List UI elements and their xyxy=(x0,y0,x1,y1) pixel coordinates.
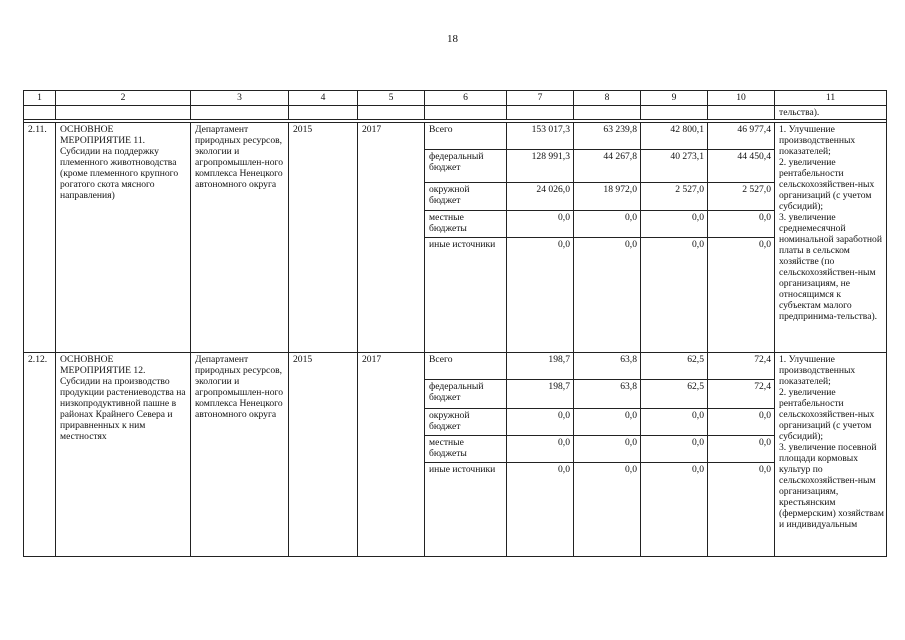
column-header: 7 xyxy=(507,91,574,106)
column-header: 1 xyxy=(24,91,56,106)
value-cell: 72,4 xyxy=(708,380,775,409)
value-cell: 0,0 xyxy=(641,211,708,238)
value-cell: 0,0 xyxy=(641,238,708,353)
expected-results: 1. Улучшение производственных показателей; 2. увеличение рентабельности сельскохозяйствен-ных организаций (с учетом субсидий); 3. увеличение среднемесячной номинальной заработной платы в сельском хозяйстве (по сельскохозяйствен-ным организациям, не относящимся к субъектам малого предпринима-тельства). xyxy=(775,123,887,353)
funding-source: окружной бюджет xyxy=(425,409,507,436)
value-cell: 0,0 xyxy=(708,463,775,557)
page-number: 18 xyxy=(447,33,458,45)
value-cell: 24 026,0 xyxy=(507,183,574,211)
value-cell: 0,0 xyxy=(708,238,775,353)
carry-over-text: тельства). xyxy=(775,106,887,120)
value-cell: 46 977,4 xyxy=(708,123,775,150)
value-cell: 0,0 xyxy=(507,409,574,436)
value-cell: 0,0 xyxy=(507,238,574,353)
value-cell: 0,0 xyxy=(574,436,641,463)
value-cell: 62,5 xyxy=(641,380,708,409)
value-cell: 0,0 xyxy=(574,409,641,436)
end-year: 2017 xyxy=(358,123,425,353)
program-table xyxy=(23,90,887,557)
executor: Департамент природных ресурсов, экологии и агропромышлен-ного комплекса Ненецкого автономного округа xyxy=(191,123,289,353)
item-number: 2.11. xyxy=(24,123,56,353)
funding-source: федеральный бюджет xyxy=(425,380,507,409)
funding-source: федеральный бюджет xyxy=(425,150,507,183)
column-header: 11 xyxy=(775,91,887,106)
value-cell: 153 017,3 xyxy=(507,123,574,150)
start-year: 2015 xyxy=(289,123,358,353)
measure-description: ОСНОВНОЕ МЕРОПРИЯТИЕ 11. Субсидии на поддержку племенного животноводства (кроме племенного крупного рогатого скота мясного направления) xyxy=(56,123,191,353)
column-header: 3 xyxy=(191,91,289,106)
funding-source: Всего xyxy=(425,123,507,150)
value-cell: 2 527,0 xyxy=(708,183,775,211)
value-cell: 0,0 xyxy=(507,463,574,557)
measure-description: ОСНОВНОЕ МЕРОПРИЯТИЕ 12. Субсидии на производство продукции растениеводства на низкопродуктивной пашне в районах Крайнего Севера и приравненных к ним местностях xyxy=(56,353,191,557)
value-cell: 62,5 xyxy=(641,353,708,380)
value-cell: 0,0 xyxy=(708,211,775,238)
end-year: 2017 xyxy=(358,353,425,557)
value-cell: 72,4 xyxy=(708,353,775,380)
carry-over-row xyxy=(24,106,887,120)
column-header: 8 xyxy=(574,91,641,106)
funding-source: иные источники xyxy=(425,463,507,557)
value-cell: 198,7 xyxy=(507,380,574,409)
value-cell: 0,0 xyxy=(507,211,574,238)
value-cell: 40 273,1 xyxy=(641,150,708,183)
value-cell: 0,0 xyxy=(574,238,641,353)
item-number: 2.12. xyxy=(24,353,56,557)
value-cell: 0,0 xyxy=(574,463,641,557)
funding-source: местные бюджеты xyxy=(425,436,507,463)
table-row xyxy=(24,353,887,380)
value-cell: 128 991,3 xyxy=(507,150,574,183)
funding-source: Всего xyxy=(425,353,507,380)
column-header: 2 xyxy=(56,91,191,106)
value-cell: 44 450,4 xyxy=(708,150,775,183)
column-header: 6 xyxy=(425,91,507,106)
table-row xyxy=(24,123,887,150)
value-cell: 0,0 xyxy=(641,436,708,463)
value-cell: 0,0 xyxy=(641,463,708,557)
expected-results: 1. Улучшение производственных показателей; 2. увеличение рентабельности сельскохозяйствен-ных организаций (с учетом субсидий); 3. увеличение посевной площади кормовых культур по сельскохозяйствен-ным организациям, крестьянским (фермерским) хозяйствам и индивидуальным xyxy=(775,353,887,557)
start-year: 2015 xyxy=(289,353,358,557)
value-cell: 0,0 xyxy=(574,211,641,238)
column-header: 9 xyxy=(641,91,708,106)
value-cell: 63 239,8 xyxy=(574,123,641,150)
column-header: 10 xyxy=(708,91,775,106)
value-cell: 2 527,0 xyxy=(641,183,708,211)
value-cell: 42 800,1 xyxy=(641,123,708,150)
value-cell: 0,0 xyxy=(708,409,775,436)
value-cell: 63,8 xyxy=(574,353,641,380)
funding-source: местные бюджеты xyxy=(425,211,507,238)
value-cell: 63,8 xyxy=(574,380,641,409)
column-header: 5 xyxy=(358,91,425,106)
value-cell: 198,7 xyxy=(507,353,574,380)
column-header: 4 xyxy=(289,91,358,106)
funding-source: окружной бюджет xyxy=(425,183,507,211)
value-cell: 18 972,0 xyxy=(574,183,641,211)
value-cell: 0,0 xyxy=(641,409,708,436)
value-cell: 0,0 xyxy=(708,436,775,463)
value-cell: 0,0 xyxy=(507,436,574,463)
column-numbers-row xyxy=(24,91,887,106)
executor: Департамент природных ресурсов, экологии и агропромышлен-ного комплекса Ненецкого автономного округа xyxy=(191,353,289,557)
funding-source: иные источники xyxy=(425,238,507,353)
value-cell: 44 267,8 xyxy=(574,150,641,183)
